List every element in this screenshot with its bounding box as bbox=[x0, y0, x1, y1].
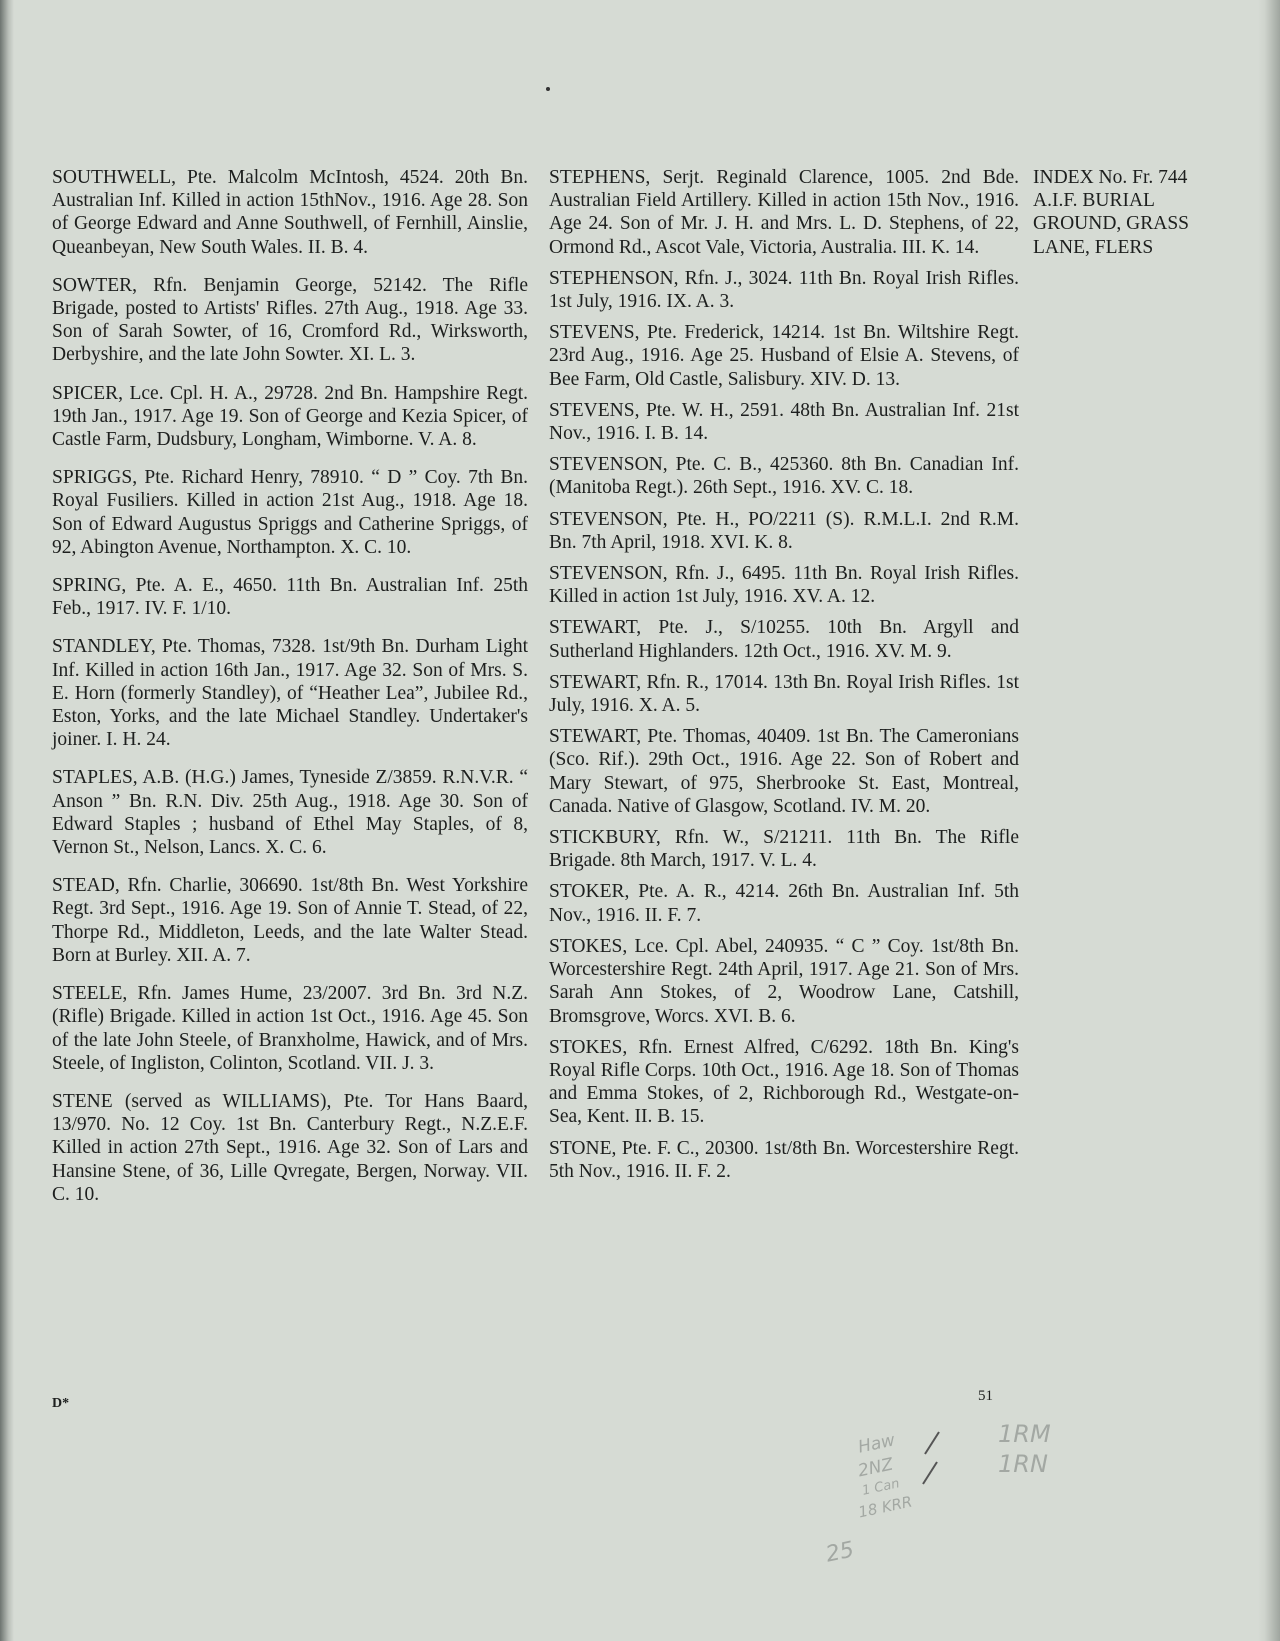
index-cemetery-line2: GROUND, GRASS bbox=[1033, 213, 1190, 235]
entry-spriggs: SPRIGGS, Pte. Richard Henry, 78910. “ D ” Coy. 7th Bn. Royal Fusiliers. Killed in action 21st Aug., 1918. Age 18. Son of Edward Augustus Spriggs and Catherine Spriggs, of 92, Abington Avenue, Northampton. X. C. 10. bbox=[52, 467, 528, 558]
pencil-note: 25 bbox=[823, 1537, 857, 1568]
entry-stevenson-j: STEVENSON, Rfn. J., 6495. 11th Bn. Royal Irish Rifles. Killed in action 1st July, 1916. XV. A. 12. bbox=[549, 563, 1019, 608]
pencil-note: 1RN bbox=[998, 1450, 1048, 1478]
entry-spring: SPRING, Pte. A. E., 4650. 11th Bn. Australian Inf. 25th Feb., 1917. IV. F. 1/10. bbox=[52, 575, 528, 620]
entry-spicer: SPICER, Lce. Cpl. H. A., 29728. 2nd Bn. Hampshire Regt. 19th Jan., 1917. Age 19. Son of George and Kezia Spicer, of Castle Farm, Dudsbury, Longham, Wimborne. V. A. 8. bbox=[52, 382, 528, 451]
index-cemetery-line1: A.I.F. BURIAL bbox=[1033, 190, 1155, 212]
pencil-note: 18 KRR bbox=[856, 1492, 914, 1522]
entry-stone: STONE, Pte. F. C., 20300. 1st/8th Bn. Worcestershire Regt. 5th Nov., 1916. II. F. 2. bbox=[549, 1137, 1019, 1182]
pencil-note: 1RM bbox=[998, 1420, 1051, 1448]
pencil-note: Haw bbox=[856, 1430, 897, 1458]
entry-stickbury: STICKBURY, Rfn. W., S/21211. 11th Bn. The Rifle Brigade. 8th March, 1917. V. L. 4. bbox=[549, 827, 1019, 872]
pencil-check-marks bbox=[915, 1428, 945, 1488]
entry-staples: STAPLES, A.B. (H.G.) James, Tyneside Z/3859. R.N.V.R. “ Anson ” Bn. R.N. Div. 25th Aug., 1918. Age 30. Son of Edward Staples ; husband of Ethel May Staples, of 8, Vernon St., Nelson, Lancs. X. C. 6. bbox=[52, 767, 528, 859]
entry-stokes-abel: STOKES, Lce. Cpl. Abel, 240935. “ C ” Coy. 1st/8th Bn. Worcestershire Regt. 24th April, 1917. Age 21. Son of Mrs. Sarah Ann Stokes, of 2, Woodrow Lane, Catshill, Bromsgrove, Worcs. XVI. B. 6. bbox=[549, 935, 1019, 1027]
cemetery-index-header bbox=[1033, 166, 1233, 259]
entry-standley: STANDLEY, Pte. Thomas, 7328. 1st/9th Bn. Durham Light Inf. Killed in action 16th Jan., 1917. Age 32. Son of Mrs. S. E. Horn (formerly Standley), of “Heather Lea”, Jubilee Rd., Eston, Yorks, and the late Michael Standley. Undertaker's joiner. I. H. 24. bbox=[52, 636, 528, 751]
entry-stevens-frederick: STEVENS, Pte. Frederick, 14214. 1st Bn. Wiltshire Regt. 23rd Aug., 1916. Age 25. Husband of Elsie A. Stevens, of Bee Farm, Old Castle, Salisbury. XIV. D. 13. bbox=[549, 322, 1019, 390]
page-right-edge bbox=[1258, 0, 1280, 1641]
entry-stewart-j: STEWART, Pte. J., S/10255. 10th Bn. Argyll and Sutherland Highlanders. 12th Oct., 1916. XV. M. 9. bbox=[549, 617, 1019, 662]
entry-southwell: SOUTHWELL, Pte. Malcolm McIntosh, 4524. 20th Bn. Australian Inf. Killed in action 15thNov., 1916. Age 28. Son of George Edward and Anne Southwell, of Fernhill, Ainslie, Queanbeyan, New South Wales. II. B. 4. bbox=[52, 167, 528, 258]
index-number: INDEX No. Fr. 744 bbox=[1033, 167, 1188, 188]
entry-sowter: SOWTER, Rfn. Benjamin George, 52142. The Rifle Brigade, posted to Artists' Rifles. 27th Aug., 1918. Age 33. Son of Sarah Sowter, of 16, Cromford Rd., Wirksworth, Derbyshire, and the late John Sowter. XI. L. 3. bbox=[52, 274, 528, 366]
entry-stead: STEAD, Rfn. Charlie, 306690. 1st/8th Bn. West Yorkshire Regt. 3rd Sept., 1916. Age 19. Son of Annie T. Stead, of 22, Thorpe Rd., Middleton, Leeds, and the late Walter Stead. Born at Burley. XII. A. 7. bbox=[52, 875, 528, 966]
entry-steele: STEELE, Rfn. James Hume, 23/2007. 3rd Bn. 3rd N.Z. (Rifle) Brigade. Killed in action 1st Oct., 1916. Age 45. Son of the late John Steele, of Branxholme, Hawick, and of Mrs. Steele, of Ingliston, Colinton, Scotland. VII. J. 3. bbox=[52, 983, 528, 1074]
print-dot bbox=[546, 87, 550, 91]
right-column bbox=[549, 166, 1019, 1191]
entry-stevenson-cb: STEVENSON, Pte. C. B., 425360. 8th Bn. Canadian Inf. (Manitoba Regt.). 26th Sept., 1916. XV. C. 18. bbox=[549, 454, 1019, 499]
entry-stevens-wh: STEVENS, Pte. W. H., 2591. 48th Bn. Australian Inf. 21st Nov., 1916. I. B. 14. bbox=[549, 399, 1019, 445]
entry-stoker: STOKER, Pte. A. R., 4214. 26th Bn. Australian Inf. 5th Nov., 1916. II. F. 7. bbox=[549, 881, 1019, 926]
page-binding-edge bbox=[0, 0, 14, 1641]
signature-mark: D* bbox=[52, 1396, 70, 1411]
page-number: 51 bbox=[978, 1388, 993, 1404]
index-cemetery-line3: LANE, FLERS bbox=[1033, 236, 1154, 258]
entry-stene: STENE (served as WILLIAMS), Pte. Tor Hans Baard, 13/970. No. 12 Coy. 1st Bn. Canterbury Regt., N.Z.E.F. Killed in action 27th Sept., 1916. Age 32. Son of Lars and Hansine Stene, of 36, Lille Qvregate, Bergen, Norway. VII. C. 10. bbox=[52, 1090, 528, 1205]
pencil-note: 2NZ bbox=[856, 1454, 895, 1482]
entry-stevenson-h: STEVENSON, Pte. H., PO/2211 (S). R.M.L.I. 2nd R.M. Bn. 7th April, 1918. XVI. K. 8. bbox=[549, 508, 1019, 553]
entry-stephens: STEPHENS, Serjt. Reginald Clarence, 1005. 2nd Bde. Australian Field Artillery. Killed in action 15th Nov., 1916. Age 24. Son of Mr. J. H. and Mrs. L. D. Stephens, of 22, Ormond Rd., Ascot Vale, Victoria, Australia. III. K. 14. bbox=[549, 167, 1019, 258]
left-column bbox=[52, 166, 528, 1221]
entry-stewart-thomas: STEWART, Pte. Thomas, 40409. 1st Bn. The Cameronians (Sco. Rif.). 29th Oct., 1916. Age 22. Son of Robert and Mary Stewart, of 975, Sherbrooke St. East, Montreal, Canada. Native of Glasgow, Scotland. IV. M. 20. bbox=[549, 726, 1019, 817]
entry-stewart-r: STEWART, Rfn. R., 17014. 13th Bn. Royal Irish Rifles. 1st July, 1916. X. A. 5. bbox=[549, 671, 1019, 717]
entry-stephenson: STEPHENSON, Rfn. J., 3024. 11th Bn. Royal Irish Rifles. 1st July, 1916. IX. A. 3. bbox=[549, 267, 1019, 313]
entry-stokes-ernest: STOKES, Rfn. Ernest Alfred, C/6292. 18th Bn. King's Royal Rifle Corps. 10th Oct., 1916. Age 18. Son of Thomas and Emma Stokes, of 2, Richborough Rd., Westgate-on-Sea, Kent. II. B. 15. bbox=[549, 1036, 1019, 1128]
pencil-note: 1 Can bbox=[860, 1476, 901, 1499]
